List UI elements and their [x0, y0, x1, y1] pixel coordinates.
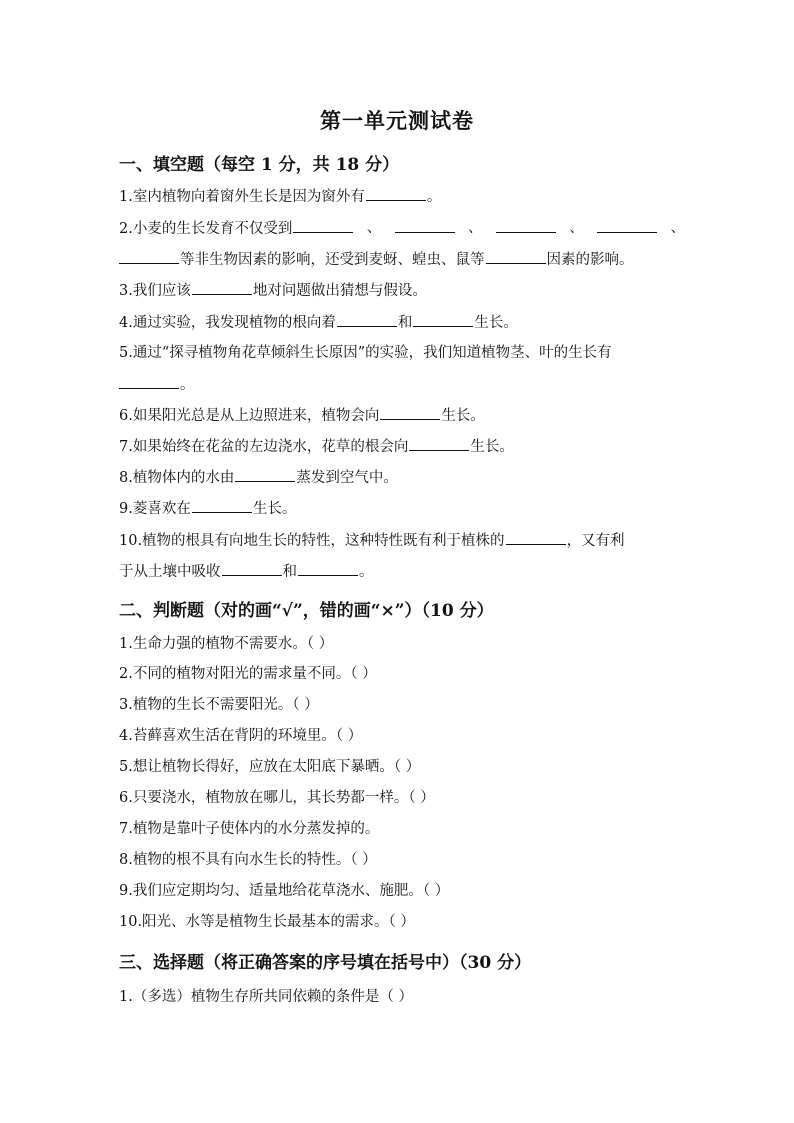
question-2-line-2	[119, 249, 685, 270]
answer-blank[interactable]	[293, 218, 353, 233]
question-text: 和	[282, 564, 297, 580]
judgment-item: 9.我们应定期均匀、适量地给花草浇水、施肥。（ ）	[119, 883, 450, 899]
answer-blank[interactable]	[235, 467, 295, 482]
section-heading-multiple-choice: 三、选择题（将正确答案的序号填在括号中）（30 分）	[119, 953, 532, 973]
question-text: 9.菱喜欢在	[119, 501, 191, 517]
question-6	[119, 405, 685, 426]
question-text: 。	[180, 377, 195, 393]
judgment-item: 10.阳光、水等是植物生长最基本的需求。（ ）	[119, 914, 415, 930]
answer-blank[interactable]	[506, 530, 566, 545]
question-2-line-1	[119, 218, 685, 239]
judgment-item: 7.植物是靠叶子使体内的水分蒸发掉的。	[119, 821, 380, 837]
question-text: 生长。	[474, 315, 518, 331]
question-text: 生长。	[252, 501, 297, 517]
question-text: 蒸发到空气中。	[296, 470, 398, 486]
judgment-item: 4.苔藓喜欢生活在背阴的环境里。（ ）	[119, 728, 363, 744]
question-text: ，又有利	[566, 533, 625, 549]
answer-blank[interactable]	[192, 280, 252, 295]
answer-blank[interactable]	[395, 218, 455, 233]
question-text: 生长。	[470, 439, 514, 455]
answer-blank[interactable]	[337, 312, 397, 327]
question-7	[119, 436, 685, 457]
judgment-item: 5.想让植物长得好，应放在太阳底下暴晒。（ ）	[119, 759, 421, 775]
judgment-item: 2.不同的植物对阳光的需求量不同。（ ）	[119, 666, 377, 682]
question-text: 8.植物体内的水由	[119, 470, 235, 486]
question-text: 7.如果始终在花盆的左边浇水，花草的根会向	[119, 439, 409, 455]
question-8	[119, 467, 685, 488]
answer-blank[interactable]	[192, 498, 252, 513]
question-text: 。	[359, 564, 374, 580]
question-text: 1.室内植物向着窗外生长是因为窗外有	[119, 189, 365, 205]
answer-blank[interactable]	[496, 218, 556, 233]
section-heading-true-false: 二、判断题（对的画“√”，错的画“×”）（10 分）	[119, 601, 494, 621]
answer-blank[interactable]	[413, 312, 473, 327]
answer-blank[interactable]	[486, 249, 546, 264]
separator: 、	[467, 220, 483, 236]
answer-blank[interactable]	[366, 186, 426, 201]
question-3	[119, 280, 685, 301]
question-text: 6.如果阳光总是从上边照进来，植物会向	[119, 408, 380, 424]
question-5-line-2	[119, 374, 685, 395]
question-5-line-1: 5.通过“探寻植物角花草倾斜生长原因”的实验，我们知道植物茎、叶的生长有	[119, 345, 612, 361]
question-10-line-2	[119, 561, 685, 582]
question-text: 。	[426, 189, 442, 205]
question-text: 3.我们应该	[119, 283, 191, 299]
separator: 、	[366, 220, 382, 236]
question-text: 10.植物的根具有向地生长的特性，这种特性既有利于植株的	[119, 533, 505, 549]
judgment-item: 8.植物的根不具有向水生长的特性。（ ）	[119, 852, 377, 868]
question-text: 4.通过实验，我发现植物的根向着	[119, 315, 336, 331]
answer-blank[interactable]	[298, 561, 358, 576]
question-1	[119, 186, 685, 207]
judgment-item: 6.只要浇水，植物放在哪儿，其长势都一样。（ ）	[119, 790, 435, 806]
answer-blank[interactable]	[222, 561, 282, 576]
question-9	[119, 498, 685, 519]
answer-blank[interactable]	[119, 249, 179, 264]
answer-blank[interactable]	[119, 374, 179, 389]
choice-item: 1.（多选）植物生存所共同依赖的条件是（ ）	[119, 989, 413, 1005]
answer-blank[interactable]	[597, 218, 657, 233]
answer-blank[interactable]	[409, 436, 469, 451]
question-text: 地对问题做出猜想与假设。	[252, 283, 427, 299]
judgment-item: 1.生命力强的植物不需要水。（ ）	[119, 636, 334, 652]
separator: 、	[569, 220, 584, 236]
question-4	[119, 312, 685, 333]
judgment-item: 3.植物的生长不需要阳光。（ ）	[119, 697, 319, 713]
question-text: 等非生物因素的影响，还受到麦蚜、蝗虫、鼠等	[180, 252, 485, 268]
question-10-line-1	[119, 530, 685, 551]
question-text: 和	[397, 315, 413, 331]
section-heading-fill-blank: 一、填空题（每空 1 分，共 18 分）	[119, 155, 400, 175]
answer-blank[interactable]	[380, 405, 440, 420]
question-text: 因素的影响。	[546, 252, 634, 268]
separator: 、	[670, 220, 685, 236]
question-text: 于从土壤中吸收	[119, 564, 221, 580]
question-text: 2.小麦的生长发育不仅受到	[119, 221, 293, 237]
question-text: 生长。	[441, 408, 485, 424]
page-title: 第一单元测试卷	[320, 108, 474, 133]
